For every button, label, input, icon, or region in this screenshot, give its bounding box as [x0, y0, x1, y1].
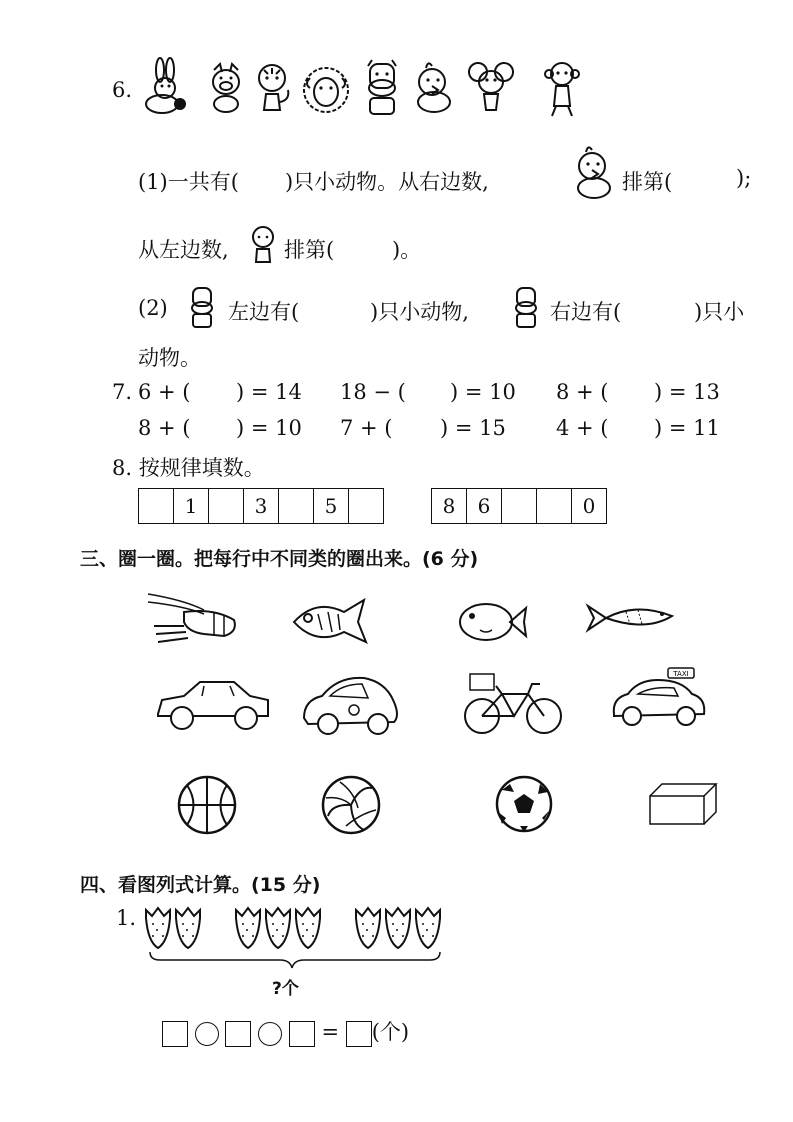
q6-p2-a: (2) — [138, 296, 168, 320]
q6-part1-line1 — [138, 166, 489, 196]
car-icon[interactable] — [298, 672, 402, 738]
strawberry-icon — [236, 908, 260, 948]
car-icon[interactable] — [154, 676, 272, 734]
q7-r1-c3a: 8 + ( — [556, 380, 609, 404]
strawberry-icon — [296, 908, 320, 948]
answer-box[interactable] — [225, 1021, 251, 1047]
cuboid-icon[interactable] — [648, 782, 718, 826]
strawberry-icon — [416, 908, 440, 948]
cow-icon — [508, 284, 544, 330]
grid1-cell[interactable] — [139, 489, 174, 524]
grid1-cell[interactable]: 1 — [174, 489, 209, 524]
answer-box[interactable] — [162, 1021, 188, 1047]
chick-icon — [568, 146, 616, 204]
q6-p2-c: )只小动物, — [370, 300, 469, 324]
section3-title: 三、圈一圈。把每行中不同类的圈出来。(6 分) — [80, 548, 479, 570]
q6-p2-f: 动物。 — [138, 346, 201, 370]
q6-p1-b: )只小动物。从右边数, — [284, 170, 489, 194]
q7-r1-c1b: ) = 14 — [236, 380, 302, 404]
strawberry-icon — [146, 908, 170, 948]
equals-sign: = — [321, 1020, 340, 1044]
grid1-cell[interactable] — [349, 489, 384, 524]
taxi-sign: TAXI — [673, 670, 689, 678]
chick-icon — [408, 62, 458, 116]
pig-icon — [206, 62, 246, 114]
taxi-icon[interactable] — [608, 666, 708, 734]
q6-p1-c: 排第( — [622, 170, 673, 194]
s4-q1-number: 1. — [116, 906, 137, 930]
q7-r2-c3a: 4 + ( — [556, 416, 609, 440]
sequence-grid-2 — [431, 488, 607, 524]
cow-icon — [358, 58, 406, 118]
grid1-cell[interactable] — [209, 489, 244, 524]
grid1-cell[interactable]: 5 — [314, 489, 349, 524]
strawberry-icon — [266, 908, 290, 948]
answer-box[interactable] — [289, 1021, 315, 1047]
grid1-cell[interactable]: 3 — [244, 489, 279, 524]
q6-p2-b: 左边有( — [228, 300, 300, 324]
strawberry-icon — [176, 908, 200, 948]
grid2-cell[interactable]: 6 — [467, 489, 502, 524]
cow-icon — [184, 284, 220, 330]
animal-row — [140, 56, 600, 120]
q7-r2-c1a: 8 + ( — [138, 416, 191, 440]
grid2-cell[interactable] — [502, 489, 537, 524]
q7-r2-c1b: ) = 10 — [236, 416, 302, 440]
bicycle-icon[interactable] — [462, 668, 564, 736]
grid2-cell[interactable] — [537, 489, 572, 524]
soccer-ball-icon[interactable] — [494, 774, 554, 834]
tiger-icon — [250, 60, 294, 116]
brace-label: ?个 — [272, 979, 299, 999]
tiger-icon — [246, 224, 280, 266]
answer-box[interactable] — [346, 1021, 372, 1047]
operator-circle[interactable] — [258, 1022, 282, 1046]
q7-number: 7. — [112, 380, 133, 404]
q8-title: 8. 按规律填数。 — [112, 456, 265, 480]
q7-r1-c2a: 18 − ( — [340, 380, 406, 404]
fish-icon[interactable] — [458, 598, 530, 644]
fish-icon[interactable] — [288, 594, 372, 648]
mouse-icon — [466, 60, 516, 116]
strawberry-icon — [386, 908, 410, 948]
brace — [150, 952, 440, 968]
q6-p1-g: )。 — [392, 238, 422, 262]
q7-r2-c3b: ) = 11 — [654, 416, 720, 440]
sequence-grid-1 — [138, 488, 384, 524]
grid1-cell[interactable] — [279, 489, 314, 524]
q7-r2-c2a: 7 + ( — [340, 416, 393, 440]
q6-p1-f: 排第( — [284, 238, 335, 262]
operator-circle[interactable] — [195, 1022, 219, 1046]
rabbit-icon — [140, 60, 190, 116]
sheep-icon — [300, 64, 352, 116]
strawberry-diagram — [140, 908, 460, 968]
q6-p2-e: )只小 — [694, 300, 745, 324]
q6-p2-d: 右边有( — [550, 300, 622, 324]
q7-r2-c2b: ) = 15 — [440, 416, 506, 440]
basketball-icon[interactable] — [176, 774, 238, 836]
q7-r1-c2b: ) = 10 — [450, 380, 516, 404]
q6-p1-e: 从左边数, — [138, 238, 229, 262]
strawberry-icon — [356, 908, 380, 948]
monkey-icon — [540, 60, 584, 120]
section4-title: 四、看图列式计算。(15 分) — [80, 874, 321, 896]
fish-icon[interactable] — [586, 600, 676, 636]
q7-r1-c1a: 6 + ( — [138, 380, 191, 404]
q7-r1-c3b: ) = 13 — [654, 380, 720, 404]
unit-label: (个) — [371, 1020, 410, 1044]
shrimp-icon[interactable] — [144, 590, 244, 646]
grid2-cell[interactable]: 8 — [432, 489, 467, 524]
volleyball-icon[interactable] — [320, 774, 382, 836]
grid2-cell[interactable]: 0 — [572, 489, 607, 524]
equation-row — [162, 1016, 409, 1047]
q6-p1-d: ); — [736, 166, 752, 190]
q6-number: 6. — [112, 78, 133, 102]
q6-p1-a: (1)一共有( — [138, 170, 239, 194]
